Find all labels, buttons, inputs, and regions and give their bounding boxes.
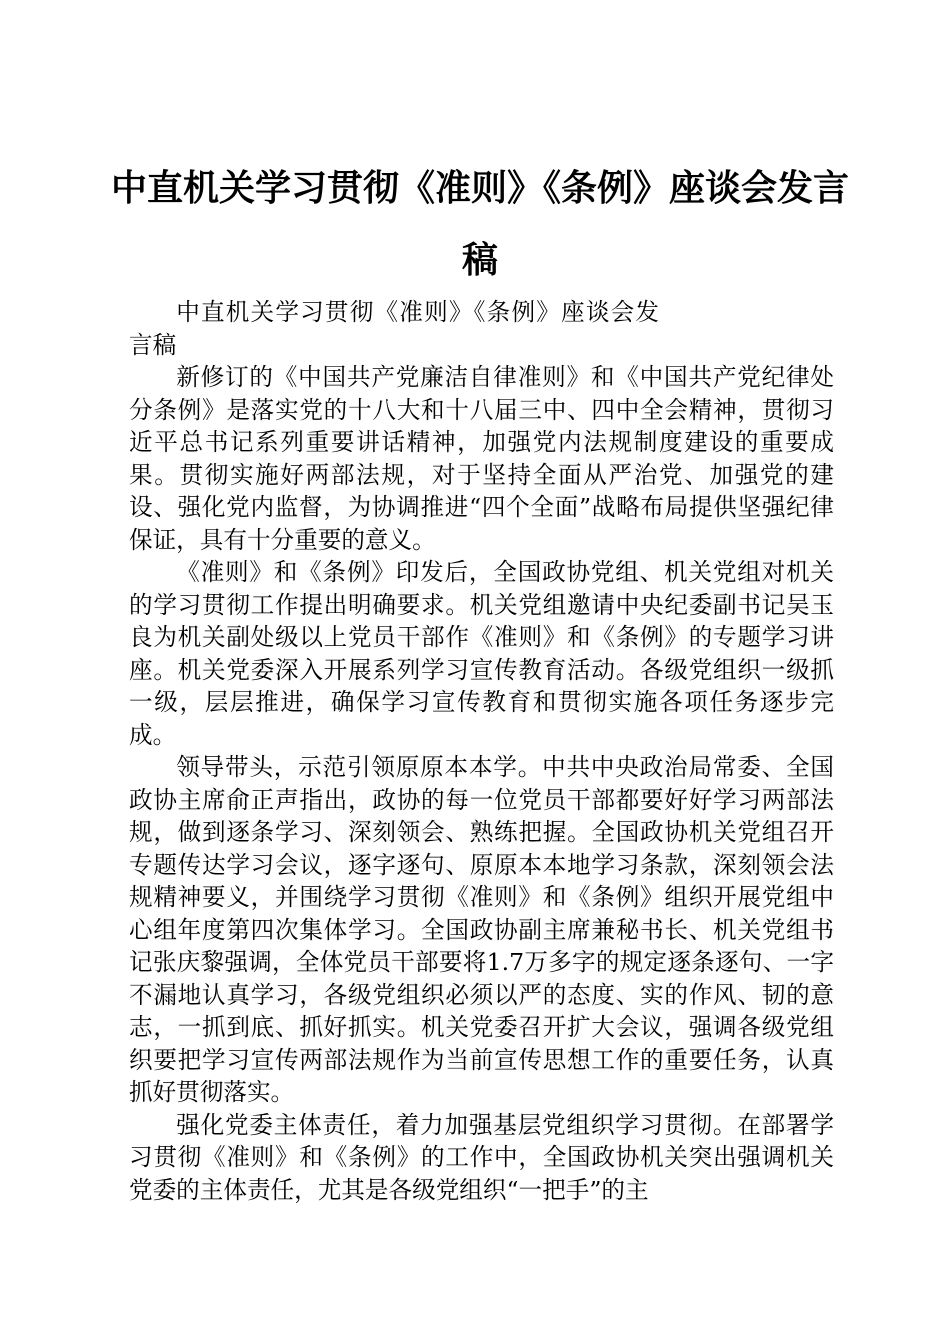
document-body xyxy=(129,296,834,1206)
paragraph-3: 领导带头，示范引领原原本本学。中共中央政治局常委、全国政协主席俞正声指出，政协的每一位党员干部都要好好学习两部法规，做到逐条学习、深刻领会、熟练把握。全国政协机关党组召开专题传达学习会议，逐字逐句、原原本本地学习条款，深刻领会法规精神要义，并围绕学习贯彻《准则》和《条例》组织开展党组中心组年度第四次集体学习。全国政协副主席兼秘书长、机关党组书记张庆黎强调，全体党员干部要将1.7万多字的规定逐条逐句、一字不漏地认真学习，各级党组织必须以严的态度、实的作风、韧的意志，一抓到底、抓好抓实。机关党委召开扩大会议，强调各级党组织要把学习宣传两部法规作为当前宣传思想工作的重要任务，认真抓好贯彻落实。 xyxy=(129,753,834,1106)
document-title: 中直机关学习贯彻《准则》《条例》座谈会发言稿 xyxy=(110,167,849,281)
paragraph-4: 强化党委主体责任，着力加强基层党组织学习贯彻。在部署学习贯彻《准则》和《条例》的工作中，全国政协机关突出强调机关党委的主体责任，尤其是各级党组织“一把手”的主 xyxy=(129,1110,834,1204)
document-subtitle: 中直机关学习贯彻《准则》《条例》座谈会发言稿 xyxy=(129,298,659,359)
paragraph-1: 新修订的《中国共产党廉洁自律准则》和《中国共产党纪律处分条例》是落实党的十八大和十八届三中、四中全会精神，贯彻习近平总书记系列重要讲话精神，加强党内法规制度建设的重要成果。贯彻实施好两部法规，对于坚持全面从严治党、加强党的建设、强化党内监督，为协调推进“四个全面”战略布局提供坚强纪律保证，具有十分重要的意义。 xyxy=(129,363,834,554)
paragraph-2: 《准则》和《条例》印发后，全国政协党组、机关党组对机关的学习贯彻工作提出明确要求。机关党组邀请中央纪委副书记吴玉良为机关副处级以上党员干部作《准则》和《条例》的专题学习讲座。机关党委深入开展系列学习宣传教育活动。各级党组织一级抓一级，层层推进，确保学习宣传教育和贯彻实施各项任务逐步完成。 xyxy=(129,558,834,749)
